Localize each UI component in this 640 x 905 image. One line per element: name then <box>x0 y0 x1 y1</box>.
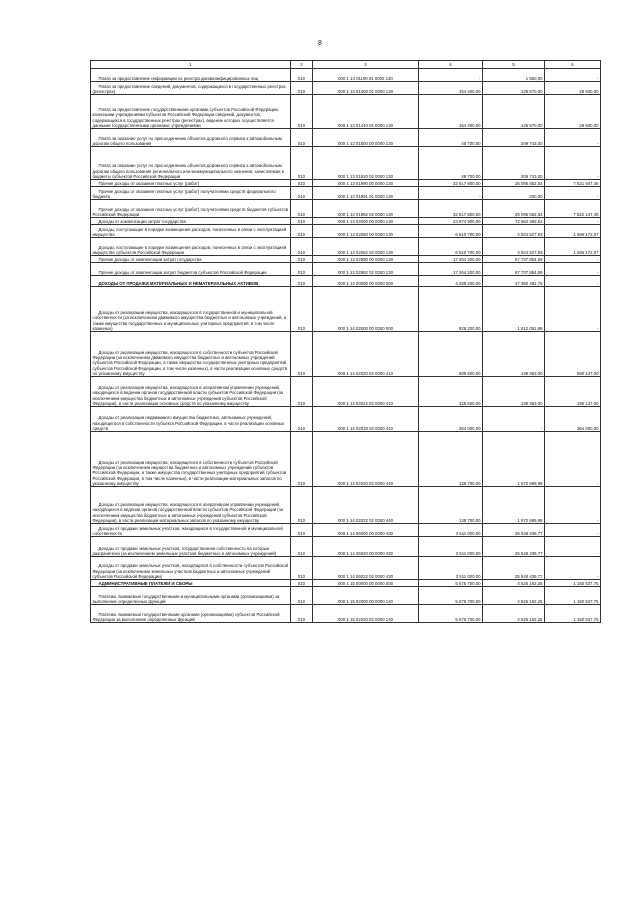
approved-amount-cell: 138 700,00 <box>419 432 483 487</box>
row-code-cell: 010 <box>291 147 313 180</box>
table-row <box>91 487 601 524</box>
approved-amount-cell: 5 675 700,00 <box>419 580 483 587</box>
row-code-cell: 010 <box>291 587 313 605</box>
approved-amount-cell: 48 700,00 <box>419 147 483 180</box>
table-row <box>91 69 601 82</box>
unexecuted-amount-cell: 1 150 537,75 <box>545 605 601 623</box>
approved-amount-cell: 6 610 700,00 <box>419 238 483 256</box>
row-code-cell: 010 <box>291 82 313 95</box>
row-description-cell: Плата за предоставление сведений, документов, содержащихся в государственных реестрах (регистрах) <box>91 82 291 95</box>
row-code-cell: 010 <box>291 580 313 587</box>
row-code-cell: 010 <box>291 218 313 225</box>
table-row <box>91 82 601 95</box>
income-report-table <box>90 60 601 623</box>
table-row <box>91 180 601 187</box>
row-description-cell: Доходы от реализации имущества, находящегося в государственной и муниципальной собственности (за исключением движимого имущества бюджетных и автономных учреждений, а также имущества государственных и муниципальных унитарных предприятий, в том числе казенных) <box>91 287 291 332</box>
row-code-cell: 010 <box>291 129 313 147</box>
executed-amount-cell: 67 737 854,59 <box>483 263 545 276</box>
row-code-cell: 010 <box>291 287 313 332</box>
unexecuted-amount-cell: 550 137,00 <box>545 332 601 377</box>
row-code-cell: 010 <box>291 180 313 187</box>
executed-amount-cell: - <box>483 407 545 432</box>
executed-amount-cell: 25 095 652,54 <box>483 200 545 218</box>
budget-code-cell: 000 1 13 01190 01 0000 130 <box>313 69 419 82</box>
row-code-cell: 010 <box>291 263 313 276</box>
row-description-cell: Плата за оказание услуг по присоединению объектов дорожного сервиса к автомобильным дорогам общего пользования <box>91 129 291 147</box>
budget-code-cell: 000 1 15 00000 00 0000 000 <box>313 580 419 587</box>
row-description-cell: Плата за предоставление информации из реестра дисквалифицированных лиц <box>91 69 291 82</box>
table-row <box>91 147 601 180</box>
row-code-cell: 010 <box>291 377 313 407</box>
unexecuted-amount-cell: - <box>545 256 601 263</box>
row-code-cell: 010 <box>291 187 313 200</box>
executed-amount-cell: 209 743,00 <box>483 147 545 180</box>
budget-code-cell: 000 1 13 01410 01 0000 130 <box>313 95 419 129</box>
budget-code-cell: 000 1 14 02020 02 0000 410 <box>313 332 419 377</box>
executed-amount-cell: 72 662 382,52 <box>483 218 545 225</box>
budget-code-cell: 000 1 14 02022 02 0000 440 <box>313 487 419 524</box>
budget-code-cell: 000 1 13 02062 02 0000 130 <box>313 238 419 256</box>
table-row <box>91 524 601 537</box>
row-code-cell: 010 <box>291 557 313 580</box>
executed-amount-cell: 1 550,00 <box>483 69 545 82</box>
table-row <box>91 605 601 623</box>
budget-code-cell: 000 1 13 02990 00 0000 130 <box>313 256 419 263</box>
approved-amount-cell: 3 511 000,00 <box>419 537 483 557</box>
approved-amount-cell: 6 610 700,00 <box>419 225 483 238</box>
table-row <box>91 187 601 200</box>
row-description-cell: ДОХОДЫ ОТ ПРОДАЖИ МАТЕРИАЛЬНЫХ И НЕМАТЕРИАЛЬНЫХ АКТИВОВ <box>91 276 291 287</box>
unexecuted-amount-cell: 7 521 947,46 <box>545 180 601 187</box>
unexecuted-amount-cell: 186 137,00 <box>545 377 601 407</box>
approved-amount-cell: 17 264 200,00 <box>419 263 483 276</box>
approved-amount-cell: 5 675 700,00 <box>419 605 483 623</box>
page-number: 8 <box>318 40 322 47</box>
column-header: 3 <box>313 61 419 69</box>
unexecuted-amount-cell: 364 000,00 <box>545 407 601 432</box>
table-row <box>91 256 601 263</box>
unexecuted-amount-cell: - <box>545 218 601 225</box>
row-description-cell: Доходы, поступающие в порядке возмещения расходов, понесенных в связи с эксплуатацией имущества <box>91 225 291 238</box>
budget-code-cell: 000 1 14 02020 02 0000 440 <box>313 432 419 487</box>
budget-code-cell: 000 1 13 01520 02 0000 130 <box>313 147 419 180</box>
unexecuted-amount-cell: - <box>545 557 601 580</box>
budget-code-cell: 000 1 14 02022 02 0000 410 <box>313 377 419 407</box>
table-row <box>91 238 601 256</box>
budget-code-cell: 000 1 13 02000 00 0000 130 <box>313 218 419 225</box>
row-code-cell: 010 <box>291 256 313 263</box>
budget-code-cell: 000 1 14 02028 02 0000 410 <box>313 407 419 432</box>
table-row <box>91 200 601 218</box>
executed-amount-cell: 4 525 162,25 <box>483 587 545 605</box>
executed-amount-cell: 27 360 492,75 <box>483 276 545 287</box>
row-code-cell: 010 <box>291 605 313 623</box>
executed-amount-cell: 4 924 527,93 <box>483 225 545 238</box>
executed-amount-cell: 125 570,00 <box>483 95 545 129</box>
executed-amount-cell: 125 570,00 <box>483 82 545 95</box>
unexecuted-amount-cell: - <box>545 524 601 537</box>
table-row <box>91 225 601 238</box>
table-header-row <box>91 61 601 69</box>
row-description-cell: Доходы от продажи земельных участков, находящихся в государственной и муниципальной собственности <box>91 524 291 537</box>
row-code-cell: 010 <box>291 407 313 432</box>
unexecuted-amount-cell: 1 686 172,07 <box>545 238 601 256</box>
row-code-cell: 010 <box>291 487 313 524</box>
column-header: 5 <box>483 61 545 69</box>
executed-amount-cell: 139 363,00 <box>483 377 545 407</box>
row-description-cell: Доходы от компенсации затрат государства <box>91 218 291 225</box>
row-code-cell: 010 <box>291 537 313 557</box>
row-description-cell: Прочие доходы от оказания платных услуг (работ) <box>91 180 291 187</box>
row-code-cell: 010 <box>291 200 313 218</box>
unexecuted-amount-cell: - <box>545 129 601 147</box>
row-description-cell: Доходы от реализации имущества, находящегося в собственности субъектов Российской Федерации (за исключением движимого имущества бюджетных и автономных учреждений субъектов Российской Федерации, а также имущества государственных унитарных предприятий субъектов Российской Федерации, в том числе казенных), в части реализации основных средств по указанному имуществу <box>91 332 291 377</box>
table-row <box>91 287 601 332</box>
row-description-cell: Доходы от реализации недвижимого имущества бюджетных, автономных учреждений, находящегося в собственности субъекта Российской Федерации, в части реализации основных средств <box>91 407 291 432</box>
budget-code-cell: 000 1 14 06022 02 0000 430 <box>313 557 419 580</box>
budget-code-cell: 000 1 13 02992 02 0000 130 <box>313 263 419 276</box>
executed-amount-cell: 139 363,00 <box>483 332 545 377</box>
unexecuted-amount-cell: - <box>545 187 601 200</box>
approved-amount-cell: - <box>419 187 483 200</box>
table-row <box>91 332 601 377</box>
row-description-cell: Доходы от продажи земельных участков, находящихся в собственности субъектов Российской Федерации (за исключением земельных участков бюджетных и автономных учреждений субъектов Российской Федерации) <box>91 557 291 580</box>
table-row <box>91 95 601 129</box>
executed-amount-cell: 1 672 689,98 <box>483 487 545 524</box>
row-description-cell: Доходы от реализации имущества, находящегося в оперативном управлении учреждений, находящихся в ведении органов государственной власти субъектов Российской Федерации (за исключением имущества бюджетных и автономных учреждений субъектов Российской Федерации), в части реализации основных средств по указанному имуществу <box>91 377 291 407</box>
table-row <box>91 407 601 432</box>
table-body <box>91 69 601 623</box>
row-code-cell: 010 <box>291 524 313 537</box>
executed-amount-cell: 25 095 852,54 <box>483 180 545 187</box>
executed-amount-cell: 4 924 527,93 <box>483 238 545 256</box>
budget-code-cell: 000 1 13 01991 01 0000 130 <box>313 187 419 200</box>
executed-amount-cell: 25 548 439,77 <box>483 557 545 580</box>
unexecuted-amount-cell: 28 830,00 <box>545 95 601 129</box>
approved-amount-cell: 689 500,00 <box>419 332 483 377</box>
row-description-cell: Доходы от реализации имущества, находящегося в собственности субъектов Российской Федерации (за исключением имущества бюджетных и автономных учреждений субъектов Российской Федерации, а также имущества государственных унитарных предприятий субъектов Российской Федерации, в том числе казенных), в части реализации материальных запасов по указанному имуществу <box>91 432 291 487</box>
approved-amount-cell: 154 400,00 <box>419 95 483 129</box>
row-code-cell: 010 <box>291 276 313 287</box>
row-description-cell: Плата за предоставление государственными органами субъектов Российской Федерации, казенными учреждениями субъектов Российской Федерации сведений, документов, содержащихся в государственных реестрах (регистрах), ведение которых осуществляется данными государственными органами, учреждениями <box>91 95 291 129</box>
approved-amount-cell: 32 617 800,00 <box>419 200 483 218</box>
budget-code-cell: 000 1 13 01400 01 0000 130 <box>313 82 419 95</box>
row-description-cell: АДМИНИСТРАТИВНЫЕ ПЛАТЕЖИ И СБОРЫ <box>91 580 291 587</box>
unexecuted-amount-cell: - <box>545 263 601 276</box>
budget-code-cell: 000 1 15 02020 02 0000 140 <box>313 605 419 623</box>
approved-amount-cell: 828 200,00 <box>419 287 483 332</box>
row-description-cell: Прочие доходы от компенсации затрат бюджетов субъектов Российской Федерации <box>91 263 291 276</box>
table-row <box>91 580 601 587</box>
approved-amount-cell: 23 874 900,00 <box>419 218 483 225</box>
column-header: 4 <box>419 61 483 69</box>
approved-amount-cell: 3 511 000,00 <box>419 524 483 537</box>
budget-code-cell: 000 1 13 01992 02 0000 130 <box>313 200 419 218</box>
executed-amount-cell: 67 737 854,59 <box>483 256 545 263</box>
unexecuted-amount-cell: 1 686 172,07 <box>545 225 601 238</box>
row-code-cell: 010 <box>291 69 313 82</box>
approved-amount-cell: 154 400,00 <box>419 82 483 95</box>
approved-amount-cell: 325 500,00 <box>419 377 483 407</box>
approved-amount-cell: 138 700,00 <box>419 487 483 524</box>
budget-code-cell: 000 1 14 02000 00 0000 000 <box>313 287 419 332</box>
budget-code-cell: 000 1 15 02000 00 0000 140 <box>313 587 419 605</box>
row-description-cell: Доходы от реализации имущества, находящегося в оперативном управлении учреждений, находящихся в ведении органов государственной власти субъектов Российской Федерации (за исключением имущества бюджетных и автономных учреждений субъектов Российской Федерации), в части реализации материальных запасов по указанному имуществу <box>91 487 291 524</box>
row-code-cell: 010 <box>291 238 313 256</box>
budget-code-cell: 000 1 13 01990 00 0000 130 <box>313 180 419 187</box>
table-row <box>91 537 601 557</box>
budget-code-cell: 000 1 13 01500 00 0000 130 <box>313 129 419 147</box>
row-code-cell: 010 <box>291 225 313 238</box>
executed-amount-cell: 1 812 052,98 <box>483 287 545 332</box>
executed-amount-cell: 25 548 439,77 <box>483 524 545 537</box>
budget-code-cell: 000 1 14 06020 00 0000 430 <box>313 537 419 557</box>
table-row <box>91 276 601 287</box>
row-description-cell: Прочие доходы от оказания платных услуг (работ) получателями средств бюджетов субъектов Российской Федерации <box>91 200 291 218</box>
table-row <box>91 218 601 225</box>
unexecuted-amount-cell: 1 150 537,75 <box>545 587 601 605</box>
table-row <box>91 432 601 487</box>
row-description-cell: Платежи, взимаемые государственными органами (организациями) субъектов Российской Федерации за выполнение определенных функций <box>91 605 291 623</box>
executed-amount-cell: 4 525 162,25 <box>483 580 545 587</box>
executed-amount-cell: 25 548 439,77 <box>483 537 545 557</box>
approved-amount-cell: 32 617 800,00 <box>419 180 483 187</box>
column-header: 1 <box>91 61 291 69</box>
executed-amount-cell: 4 525 162,25 <box>483 605 545 623</box>
row-code-cell: 010 <box>291 332 313 377</box>
row-description-cell: Доходы, поступающие в порядке возмещения расходов, понесенных в связи с эксплуатацией имущества субъектов Российской Федерации <box>91 238 291 256</box>
table-row <box>91 377 601 407</box>
row-description-cell: Прочие доходы от компенсации затрат государства <box>91 256 291 263</box>
row-description-cell: Платежи, взимаемые государственными и муниципальными органами (организациями) за выполнение определенных функций <box>91 587 291 605</box>
row-code-cell: 010 <box>291 95 313 129</box>
approved-amount-cell: 4 339 200,00 <box>419 276 483 287</box>
column-header: 6 <box>545 61 601 69</box>
unexecuted-amount-cell: - <box>545 432 601 487</box>
executed-amount-cell: 1 672 689,98 <box>483 432 545 487</box>
unexecuted-amount-cell: - <box>545 537 601 557</box>
budget-code-cell: 000 1 13 02060 00 0000 130 <box>313 225 419 238</box>
unexecuted-amount-cell: - <box>545 276 601 287</box>
row-description-cell: Прочие доходы от оказания платных услуг (работ) получателями средств федерального бюджета <box>91 187 291 200</box>
table-row <box>91 587 601 605</box>
approved-amount-cell: 364 000,00 <box>419 407 483 432</box>
unexecuted-amount-cell: - <box>545 487 601 524</box>
approved-amount-cell: 5 675 700,00 <box>419 587 483 605</box>
executed-amount-cell: 200,00 <box>483 187 545 200</box>
budget-code-cell: 000 1 14 06000 00 0000 430 <box>313 524 419 537</box>
row-description-cell: Доходы от продажи земельных участков, государственная собственность на которые разграничена (за исключением земельных участков бюджетных и автономных учреждений) <box>91 537 291 557</box>
table-row <box>91 263 601 276</box>
unexecuted-amount-cell: 7 522 147,46 <box>545 200 601 218</box>
approved-amount-cell: 17 264 200,00 <box>419 256 483 263</box>
column-header: 2 <box>291 61 313 69</box>
unexecuted-amount-cell: - <box>545 287 601 332</box>
unexecuted-amount-cell: 1 150 537,75 <box>545 580 601 587</box>
unexecuted-amount-cell: 28 830,00 <box>545 82 601 95</box>
row-description-cell: Плата за оказание услуг по присоединению объектов дорожного сервиса к автомобильным дорогам общего пользования регионального или межмуниципального значения, зачисляемая в бюджеты субъектов Российской Федерации <box>91 147 291 180</box>
executed-amount-cell: 209 743,00 <box>483 129 545 147</box>
table-row <box>91 557 601 580</box>
approved-amount-cell: 3 511 000,00 <box>419 557 483 580</box>
approved-amount-cell: 48 700,00 <box>419 129 483 147</box>
approved-amount-cell: - <box>419 69 483 82</box>
table-row <box>91 129 601 147</box>
unexecuted-amount-cell: - <box>545 69 601 82</box>
budget-code-cell: 000 1 14 00000 00 0000 000 <box>313 276 419 287</box>
unexecuted-amount-cell: - <box>545 147 601 180</box>
row-code-cell: 010 <box>291 432 313 487</box>
